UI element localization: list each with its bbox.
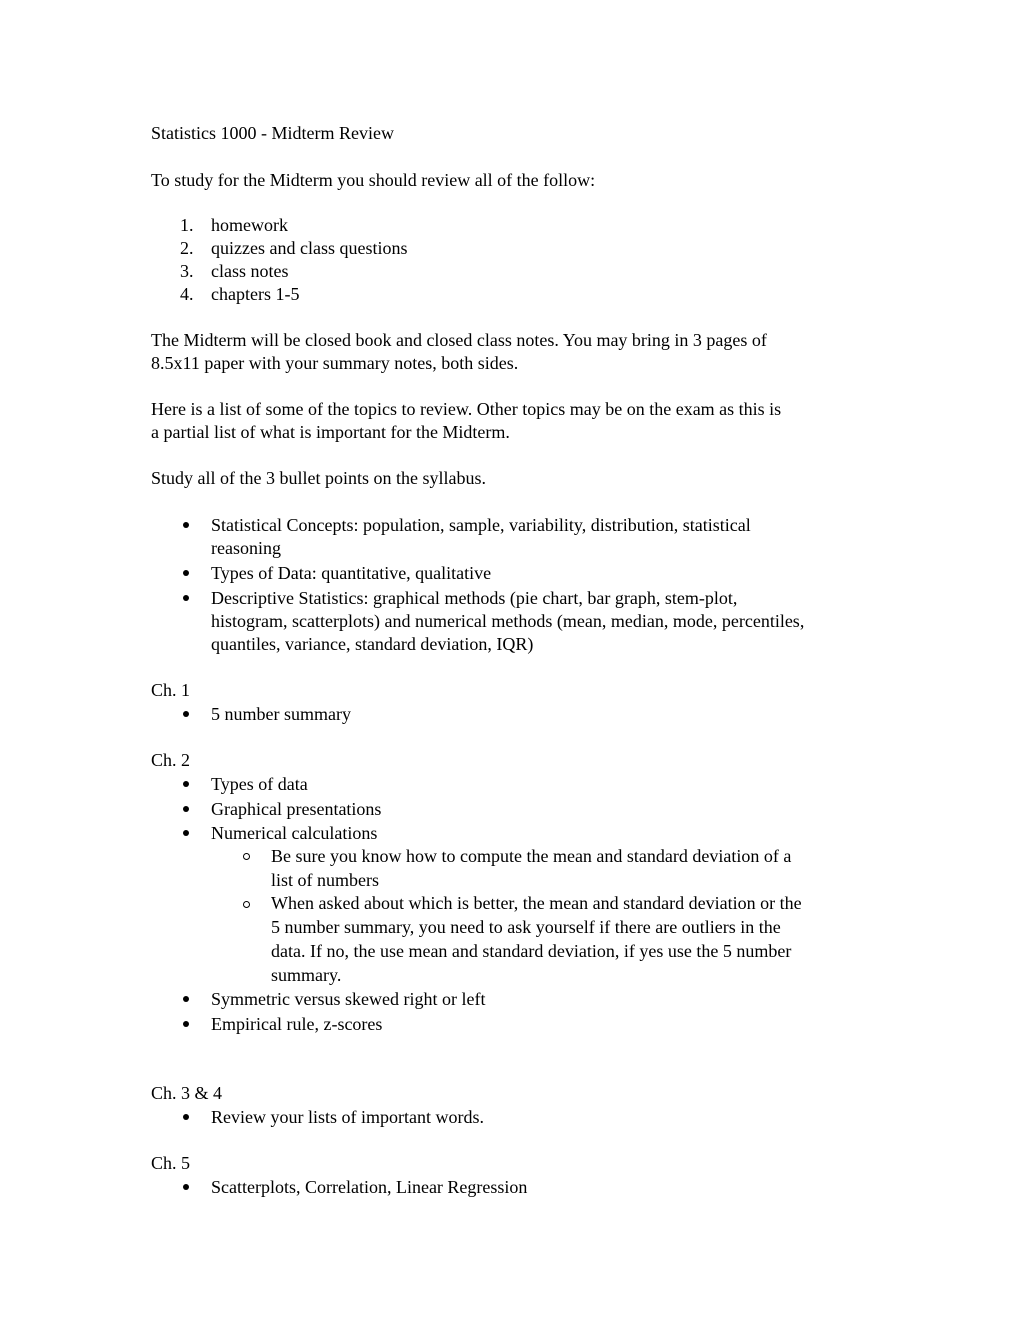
bullet-text: quantiles, variance, standard deviation, IQR) [211,634,534,654]
hollow-bullet-icon [243,853,250,860]
paragraph-line: Here is a list of some of the topics to review. Other topics may be on the exam as this is [151,399,782,419]
sub-bullet-text: data. If no, the use mean and standard deviation, if yes use the 5 number [271,941,792,961]
bullet-text: 5 number summary [211,704,351,724]
list-number: 3. [180,261,194,281]
bullet-icon [183,570,189,576]
paragraph-line: a partial list of what is important for the Midterm. [151,422,510,442]
list-number: 2. [180,238,194,258]
bullet-icon [183,711,189,717]
bullet-icon [183,1184,189,1190]
paragraph-line: The Midterm will be closed book and closed class notes. You may bring in 3 pages of [151,330,767,350]
list-text: class notes [211,261,289,281]
sub-bullet-text: 5 number summary, you need to ask yourself if there are outliers in the [271,917,781,937]
bullet-icon [183,830,189,836]
sub-bullet-text: When asked about which is better, the mean and standard deviation or the [271,893,802,913]
bullet-text: Scatterplots, Correlation, Linear Regression [211,1177,528,1197]
list-number: 1. [180,215,194,235]
bullet-text: histogram, scatterplots) and numerical methods (mean, median, mode, percentiles, [211,611,805,631]
syllabus-note: Study all of the 3 bullet points on the syllabus. [151,468,486,488]
bullet-icon [183,1114,189,1120]
bullet-icon [183,522,189,528]
bullet-text: Graphical presentations [211,799,382,819]
bullet-icon [183,996,189,1002]
bullet-icon [183,781,189,787]
list-text: quizzes and class questions [211,238,408,258]
document-title: Statistics 1000 - Midterm Review [151,123,394,143]
list-text: homework [211,215,288,235]
sub-bullet-text: list of numbers [271,870,379,890]
hollow-bullet-icon [243,901,250,908]
bullet-text: Empirical rule, z-scores [211,1014,383,1034]
bullet-icon [183,806,189,812]
bullet-text: Numerical calculations [211,823,378,843]
list-number: 4. [180,284,194,304]
chapter-heading: Ch. 2 [151,750,191,770]
bullet-text: Types of Data: quantitative, qualitative [211,563,492,583]
paragraph-line: 8.5x11 paper with your summary notes, both sides. [151,353,519,373]
bullet-icon [183,1021,189,1027]
chapter-heading: Ch. 5 [151,1153,191,1173]
bullet-text: Statistical Concepts: population, sample, variability, distribution, statistical [211,515,751,535]
bullet-icon [183,595,189,601]
list-text: chapters 1-5 [211,284,300,304]
bullet-text: Symmetric versus skewed right or left [211,989,486,1009]
chapter-heading: Ch. 3 & 4 [151,1083,223,1103]
intro-paragraph: To study for the Midterm you should review all of the follow: [151,170,596,190]
bullet-text: Descriptive Statistics: graphical methods (pie chart, bar graph, stem-plot, [211,588,738,608]
sub-bullet-text: Be sure you know how to compute the mean and standard deviation of a [271,846,792,866]
chapter-heading: Ch. 1 [151,680,191,700]
bullet-text: Review your lists of important words. [211,1107,484,1127]
bullet-text: Types of data [211,774,308,794]
bullet-text: reasoning [211,538,281,558]
sub-bullet-text: summary. [271,965,342,985]
